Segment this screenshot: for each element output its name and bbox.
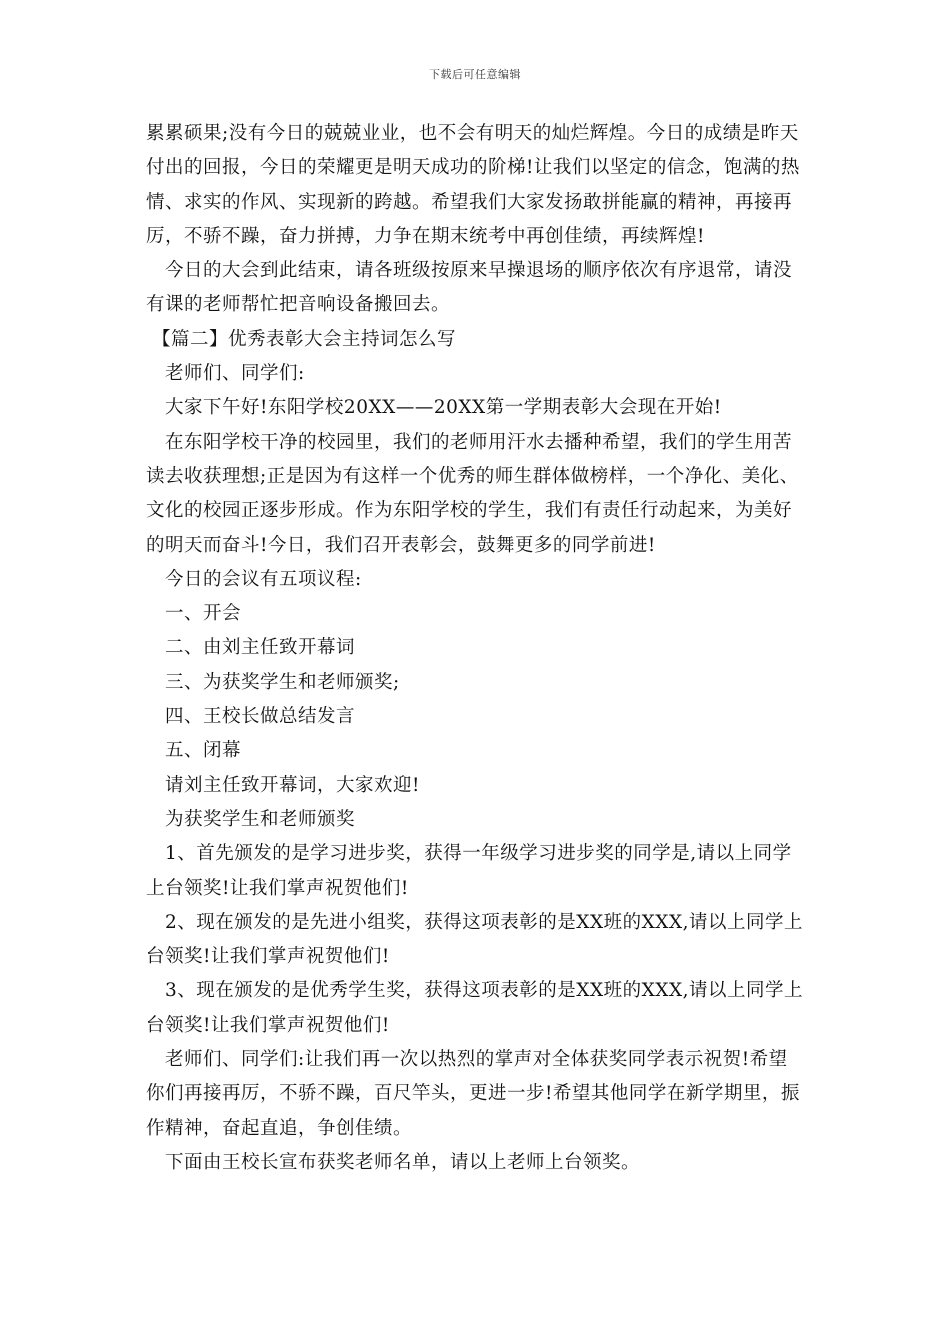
text-line: 四、王校长做总结发言	[165, 706, 356, 728]
text-line: 2、现在颁发的是先进小组奖，获得这项表彰的是XX班的XXX,请以上同学上	[165, 911, 804, 933]
section-heading: 【篇二】优秀表彰大会主持词怎么写	[152, 328, 457, 350]
text-line: 台领奖!让我们掌声祝贺他们!	[146, 1014, 390, 1036]
text-line: 二、由刘主任致开幕词	[165, 637, 356, 659]
text-line: 厉，不骄不躁，奋力拼搏，力争在期末统考中再创佳绩，再续辉煌!	[146, 225, 705, 247]
text-line: 情、求实的作风、实现新的跨越。希望我们大家发扬敢拼能赢的精神，再接再	[146, 191, 793, 213]
text-line: 在东阳学校干净的校园里，我们的老师用汗水去播种希望，我们的学生用苦	[165, 431, 793, 453]
text-line: 1、首先颁发的是学习进步奖，获得一年级学习进步奖的同学是,请以上同学	[165, 843, 792, 865]
text-line: 作精神，奋起直追，争创佳绩。	[146, 1117, 413, 1139]
text-line: 有课的老师帮忙把音响设备搬回去。	[146, 294, 451, 316]
text-line: 上台领奖!让我们掌声祝贺他们!	[146, 877, 409, 899]
text-line: 累累硕果;没有今日的兢兢业业，也不会有明天的灿烂辉煌。今日的成绩是昨天	[146, 123, 799, 144]
text-line: 文化的校园正逐步形成。作为东阳学校的学生，我们有责任行动起来，为美好	[146, 500, 793, 522]
text-line: 大家下午好!东阳学校20XX——20XX第一学期表彰大会现在开始!	[165, 397, 722, 419]
text-line: 为获奖学生和老师颁奖	[165, 808, 356, 830]
text-line: 读去收获理想;正是因为有这样一个优秀的师生群体做榜样，一个净化、美化、	[146, 465, 799, 487]
text-line: 请刘主任致开幕词，大家欢迎!	[165, 774, 420, 796]
text-line: 你们再接再厉，不骄不躁，百尺竿头，更进一步!希望其他同学在新学期里，振	[146, 1083, 800, 1105]
page-header-note: 下载后可任意编辑	[429, 68, 521, 81]
text-line: 台领奖!让我们掌声祝贺他们!	[146, 946, 390, 968]
text-line: 的明天而奋斗!今日，我们召开表彰会，鼓舞更多的同学前进!	[146, 534, 656, 556]
text-line: 三、为获奖学生和老师颁奖;	[165, 671, 400, 693]
text-line: 今日的大会到此结束，请各班级按原来早操退场的顺序依次有序退常，请没	[165, 260, 793, 282]
text-line: 3、现在颁发的是优秀学生奖，获得这项表彰的是XX班的XXX,请以上同学上	[165, 980, 804, 1002]
text-line: 老师们、同学们:让我们再一次以热烈的掌声对全体获奖同学表示祝贺!希望	[165, 1049, 788, 1071]
text-line: 五、闭幕	[165, 740, 242, 762]
text-line: 今日的会议有五项议程:	[165, 568, 362, 590]
text-line: 下面由王校长宣布获奖老师名单，请以上老师上台领奖。	[165, 1151, 641, 1173]
text-line: 一、开会	[165, 603, 242, 625]
text-line: 老师们、同学们:	[165, 363, 305, 385]
document-body	[146, 117, 814, 1180]
text-line: 付出的回报，今日的荣耀更是明天成功的阶梯!让我们以坚定的信念，饱满的热	[146, 157, 800, 179]
